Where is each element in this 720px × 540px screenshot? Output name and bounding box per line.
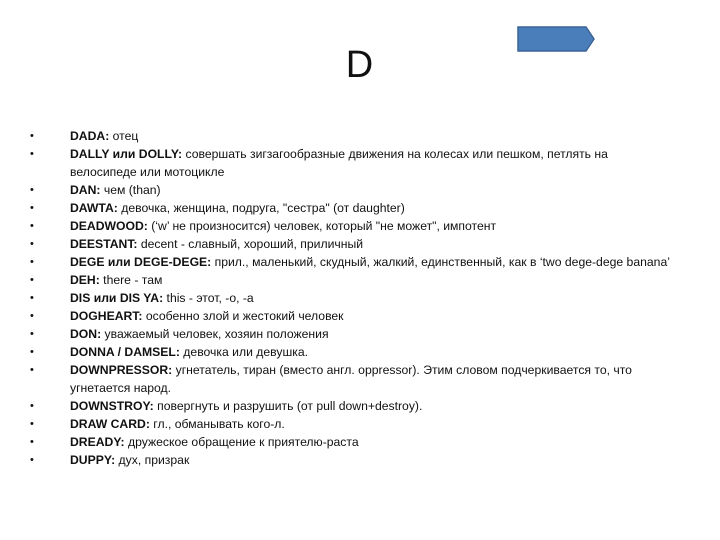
entry-definition: отец <box>109 129 139 143</box>
glossary-entry <box>30 451 670 469</box>
entry-term: DREADY: <box>70 435 125 449</box>
glossary-entry <box>30 361 670 397</box>
glossary-entry <box>30 181 670 199</box>
glossary-entry <box>30 145 670 181</box>
entry-term: DEESTANT: <box>70 237 138 251</box>
entry-definition: гл., обманывать кого-л. <box>149 417 285 431</box>
glossary-entry <box>30 397 670 415</box>
glossary-entry <box>30 253 670 271</box>
entry-term: DAN: <box>70 183 101 197</box>
glossary-entry <box>30 271 670 289</box>
entry-definition: уважаемый человек, хозяин положения <box>101 327 329 341</box>
entry-term: DEH: <box>70 273 100 287</box>
entry-definition: прил., маленький, скудный, жалкий, единственный, как в ‘two dege-dege banana’ <box>211 255 670 269</box>
glossary-entry <box>30 433 670 451</box>
slide-title: D <box>345 44 375 86</box>
entry-term: DALLY или DOLLY: <box>70 147 183 161</box>
glossary-list <box>30 127 670 469</box>
glossary-entry <box>30 289 670 307</box>
entry-definition: девочка, женщина, подруга, "сестра" (от daughter) <box>117 201 405 215</box>
entry-term: DON: <box>70 327 102 341</box>
entry-term: DOGHEART: <box>70 309 143 323</box>
glossary-entry <box>30 415 670 433</box>
entry-term: DADA: <box>70 129 110 143</box>
entry-definition: this - этот, -о, -а <box>163 291 254 305</box>
entry-definition: совершать зигзагообразные движения на колесах или пешком, петлять на велосипеде или мотоцикле <box>70 147 608 179</box>
entry-definition: чем (than) <box>100 183 161 197</box>
entry-term: DOWNPRESSOR: <box>70 363 173 377</box>
entry-definition: there - там <box>99 273 163 287</box>
entry-definition: повергнуть и разрушить (от pull down+destroy). <box>153 399 423 413</box>
entry-definition: дружеское обращение к приятелю-раста <box>124 435 359 449</box>
glossary-entry <box>30 325 670 343</box>
entry-term: DUPPY: <box>70 453 116 467</box>
glossary-entry <box>30 199 670 217</box>
entry-term: DIS или DIS YA: <box>70 291 164 305</box>
entry-definition: угнетатель, тиран (вместо англ. oppressor). Этим словом подчеркивается то, что угнетается народ. <box>70 363 632 395</box>
glossary-entry <box>30 127 670 145</box>
glossary-entry <box>30 307 670 325</box>
glossary-entry <box>30 343 670 361</box>
glossary-entry <box>30 235 670 253</box>
entry-term: DAWTA: <box>70 201 118 215</box>
entry-term: DEGE или DEGE-DEGE: <box>70 255 212 269</box>
entry-term: DOWNSTROY: <box>70 399 154 413</box>
entry-definition: дух, призрак <box>115 453 190 467</box>
entry-term: DRAW CARD: <box>70 417 150 431</box>
entry-definition: особенно злой и жестокий человек <box>142 309 344 323</box>
entry-term: DONNA / DAMSEL: <box>70 345 180 359</box>
entry-definition: (‘w’ не произносится) человек, который "не может", импотент <box>147 219 497 233</box>
entry-definition: decent - славный, хороший, приличный <box>137 237 364 251</box>
entry-definition: девочка или девушка. <box>179 345 309 359</box>
entry-term: DEADWOOD: <box>70 219 148 233</box>
glossary-entry <box>30 217 670 235</box>
